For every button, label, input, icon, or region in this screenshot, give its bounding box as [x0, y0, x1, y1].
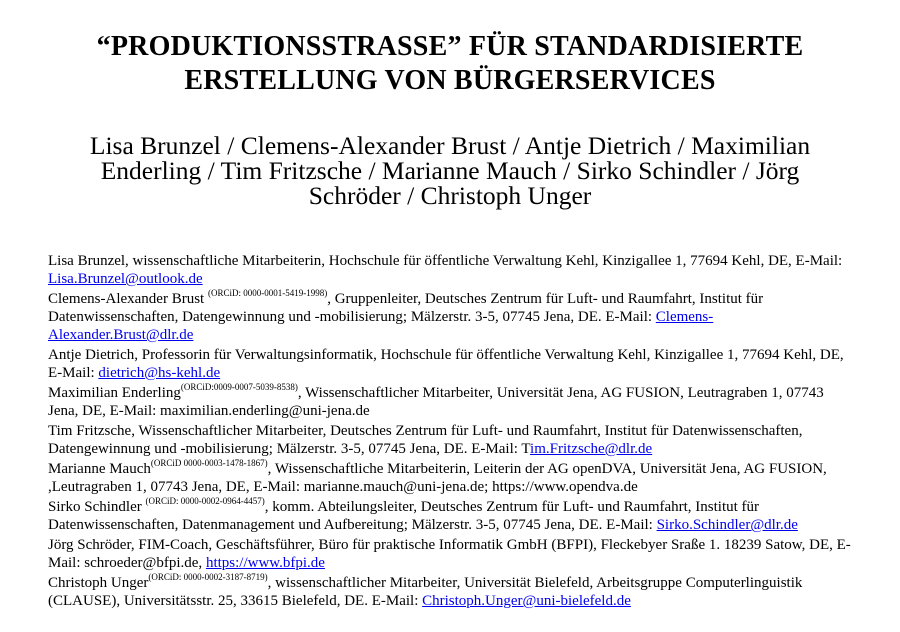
affiliation-fritzsche	[48, 422, 856, 458]
paper-title	[40, 30, 860, 98]
orcid-id: (ORCiD: 0000-0002-3187-8719)	[148, 572, 268, 582]
email-link[interactable]: Christoph.Unger@uni-bielefeld.de	[422, 593, 631, 609]
author-name: Maximilian Enderling	[48, 385, 181, 401]
email-link[interactable]: im.Fritzsche@dlr.de	[530, 441, 653, 457]
affiliation-text: Lisa Brunzel, wissenschaftliche Mitarbeiterin, Hochschule für öffentliche Verwaltung Kehl, Kinzigallee 1, 77694 Kehl, DE, E-Mail:	[48, 253, 843, 269]
affiliation-brust	[48, 290, 856, 344]
author-name: Marianne Mauch	[48, 461, 151, 477]
author-name: Sirko Schindler	[48, 499, 146, 515]
affiliation-text: , wissenschaftlicher Mitarbeiter, Universität Bielefeld, Arbeitsgruppe Computerlinguistik (CLAUSE), Universitätsstr. 25, 33615 Bielefeld, DE. E-Mail:	[48, 575, 803, 609]
affiliation-unger	[48, 574, 856, 610]
affiliation-schroeder	[48, 536, 856, 572]
author-name: Clemens-Alexander Brust	[48, 291, 208, 307]
affiliation-text: Tim Fritzsche, Wissenschaftlicher Mitarbeiter, Deutsches Zentrum für Luft- und Raumfahrt, Institut für Datenwissenschaften, Datengewinnung und -mobilisierung; Mälzerstr. 3-5, 07745 Jena, DE. E-Mail: T	[48, 423, 803, 457]
affiliation-text: , Wissenschaftliche Mitarbeiterin, Leiterin der AG openDVA, Universität Jena, AG FUSION, ,Leutragraben 1, 07743 Jena, DE, E-Mail: marianne.mauch@uni-jena.de; https://www.opendva.de	[48, 461, 827, 495]
orcid-id: (ORCiD:0009-0007-5039-8538)	[180, 382, 298, 392]
author-name: Christoph Unger	[48, 575, 149, 591]
affiliation-schindler	[48, 498, 856, 534]
affiliation-enderling	[48, 384, 856, 420]
email-link[interactable]: dietrich@hs-kehl.de	[98, 365, 221, 381]
affiliation-dietrich	[48, 346, 856, 382]
paper-title-line-2: ERSTELLUNG VON BÜRGERSERVICES	[184, 65, 716, 96]
paper-title-line-1: “PRODUKTIONSSTRASSE” FÜR STANDARDISIERTE	[96, 31, 804, 62]
affiliation-text: , Gruppenleiter, Deutsches Zentrum für Luft- und Raumfahrt, Institut für Datenwissenschaften, Datengewinnung und -mobilisierung; Mälzerstr. 3-5, 07745 Jena, DE. E-Mail:	[48, 291, 764, 325]
affiliation-mauch	[48, 460, 856, 496]
affiliations	[48, 252, 856, 612]
affiliation-text: , komm. Abteilungsleiter, Deutsches Zentrum für Luft- und Raumfahrt, Institut für Datenwissenschaften, Datenmanagement und Aufbereitung; Mälzerstr. 3-5, 07745 Jena, DE. E-Mail:	[48, 499, 760, 533]
email-link[interactable]: Lisa.Brunzel@outlook.de	[48, 271, 203, 287]
website-link[interactable]: https://www.bfpi.de	[205, 555, 325, 571]
orcid-id: (ORCiD 0000-0003-1478-1867)	[150, 458, 268, 468]
author-list: Lisa Brunzel / Clemens-Alexander Brust / Antje Dietrich / Maximilian Enderling / Tim Fritzsche / Marianne Mauch / Sirko Schindler / Jörg Schröder / Christoph Unger	[89, 131, 811, 210]
email-link[interactable]: Sirko.Schindler@dlr.de	[656, 517, 798, 533]
email-link[interactable]: Clemens-Alexander.Brust@dlr.de	[48, 309, 714, 343]
orcid-id: (ORCiD: 0000-0001-5419-1998)	[207, 288, 328, 298]
orcid-id: (ORCiD: 0000-0002-0964-4457)	[145, 496, 265, 506]
affiliation-text: Jörg Schröder, FIM-Coach, Geschäftsführer, Büro für praktische Informatik GmbH (BFPI), Fleckebyer Sraße 1. 18239 Satow, DE, E-Mail: schroeder@bfpi.de,	[48, 537, 851, 571]
affiliation-brunzel	[48, 252, 856, 288]
affiliation-text: Antje Dietrich, Professorin für Verwaltungsinformatik, Hochschule für öffentliche Verwaltung Kehl, Kinzigallee 1, 77694 Kehl, DE, E-Mail:	[48, 347, 844, 381]
affiliation-text: , Wissenschaftlicher Mitarbeiter, Universität Jena, AG FUSION, Leutragraben 1, 07743 Jena, DE, E-Mail: maximilian.enderling@uni-jena.de	[48, 385, 824, 419]
